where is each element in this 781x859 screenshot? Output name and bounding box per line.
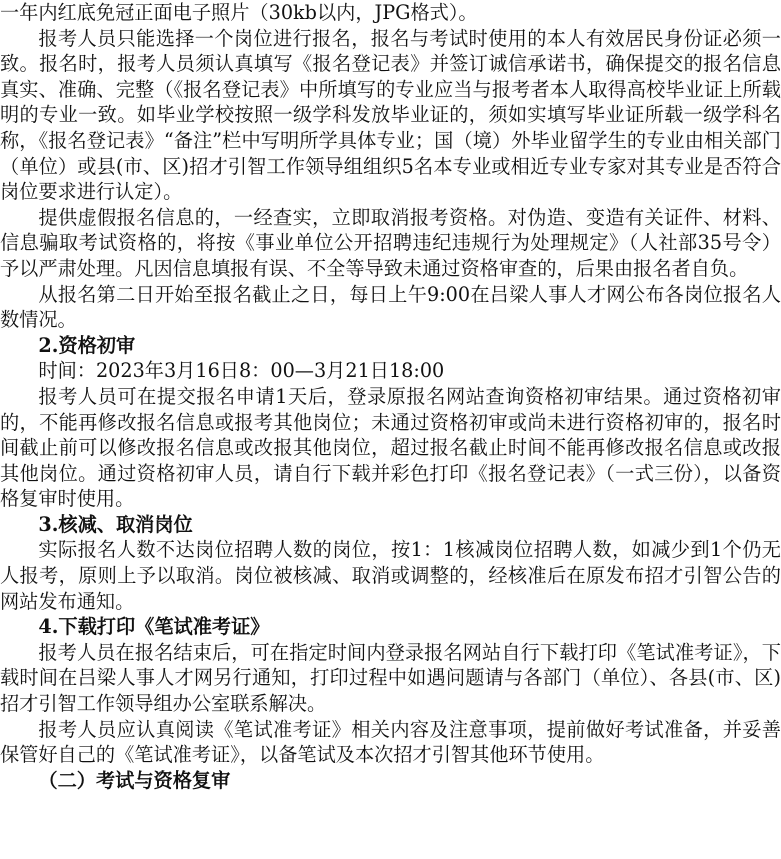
paragraph-false-info: 提供虚假报名信息的，一经查实，立即取消报考资格。对伪造、变造有关证件、材料、信息骗取考试资格的，将按《事业单位公开招聘违纪违规行为处理规定》（人社部35号令）予以严肃处理。凡因信息填报有误、不全等导致未通过资格审查的，后果由报名者自负。 xyxy=(0,205,781,280)
heading-exam-review: （二）考试与资格复审 xyxy=(38,768,231,792)
paragraph-id-requirement: 报考人员只能选择一个岗位进行报名，报名与考试时使用的本人有效居民身份证必须一致。报名时，报考人员须认真填写《报名登记表》并签订诚信承诺书，确保提交的报名信息真实、准确、完整（《报名登记表》中所填写的专业应当与报考者本人取得高校毕业证上所载明的专业一致。如毕业学校按照一级学科发放毕业证的，须如实填写毕业证所载一级学科名称，《报名登记表》“备注”栏中写明所学具体专业；国（境）外毕业留学生的专业由相关部门（单位）或县(市、区)招才引智工作领导组组织5名本专业或相近专业专家对其专业是否符合岗位要求进行认定）。 xyxy=(0,26,781,204)
paragraph-prelim-detail: 报考人员可在提交报名申请1天后，登录原报名网站查询资格初审结果。通过资格初审的，不能再修改报名信息或报考其他岗位；未通过资格初审或尚未进行资格初审的，报名时间截止前可以修改报名信息或改报其他岗位，超过报名截止时间不能再修改报名信息或改报其他岗位。通过资格初审人员，请自行下载并彩色打印《报名登记表》（一式三份），以备资格复审时使用。 xyxy=(0,384,781,511)
heading-reduce-cancel: 3.核减、取消岗位 xyxy=(38,512,193,536)
paragraph-reduce-detail: 实际报名人数不达岗位招聘人数的岗位，按1：1核减岗位招聘人数，如减少到1个仍无人报考，原则上予以取消。岗位被核减、取消或调整的，经核准后在原发布招才引智公告的网站发布通知。 xyxy=(0,538,781,613)
paragraph-download-detail: 报考人员在报名结束后，可在指定时间内登录报名网站自行下载打印《笔试准考证》，下载时间在吕梁人事人才网另行通知，打印过程中如遇问题请与各部门（单位）、各县(市、区)招才引智工作领导组办公室联系解决。 xyxy=(0,640,781,716)
heading-prelim-review: 2.资格初审 xyxy=(38,333,136,357)
paragraph-photo-requirement: 一年内红底免冠正面电子照片（30kb以内，JPG格式）。 xyxy=(0,1,478,24)
heading-download-ticket: 4.下载打印《笔试准考证》 xyxy=(38,615,270,639)
paragraph-prelim-time: 时间：2023年3月16日8：00—3月21日18:00 xyxy=(38,359,445,383)
paragraph-daily-publish: 从报名第二日开始至报名截止之日，每日上午9:00在吕梁人事人才网公布各岗位报名人数情况。 xyxy=(0,282,781,332)
paragraph-read-ticket: 报考人员应认真阅读《笔试准考证》相关内容及注意事项，提前做好考试准备，并妥善保管好自己的《笔试准考证》，以备笔试及本次招才引智其他环节使用。 xyxy=(0,717,781,767)
